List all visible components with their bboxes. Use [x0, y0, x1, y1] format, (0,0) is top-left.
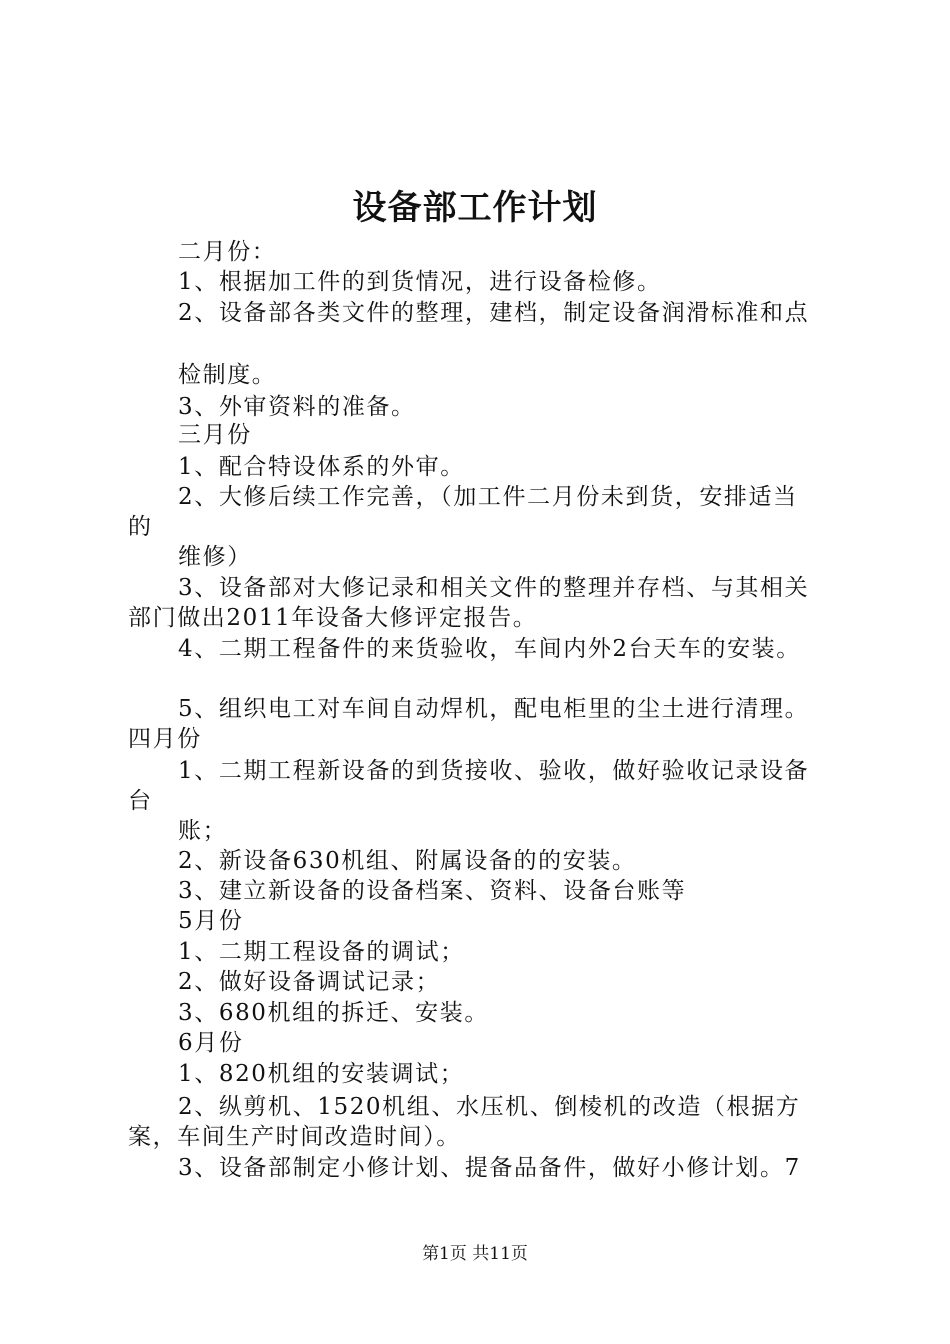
- plan-item: 3、设备部制定小修计划、提备品备件，做好小修计划。7: [178, 1155, 801, 1181]
- plan-item: 1、820机组的安装调试；: [178, 1061, 465, 1087]
- section-heading-june: 6月份: [178, 1030, 244, 1056]
- page-footer: 第1页 共11页: [422, 1244, 528, 1264]
- plan-item: 1、配合特设体系的外审。: [178, 454, 465, 480]
- section-heading-march: 三月份: [178, 422, 252, 448]
- section-heading-february: 二月份：: [178, 239, 277, 265]
- plan-item-continuation: 账；: [178, 818, 228, 844]
- plan-item: 3、设备部对大修记录和相关文件的整理并存档、与其相关: [178, 575, 810, 601]
- plan-item-continuation: 维修）: [178, 544, 252, 570]
- plan-item: 1、二期工程设备的调试；: [178, 939, 465, 965]
- plan-item-continuation: 的: [128, 514, 153, 540]
- plan-item: 2、纵剪机、1520机组、水压机、倒棱机的改造（根据方: [178, 1094, 801, 1120]
- plan-item-continuation: 案，车间生产时间改造时间）。: [128, 1124, 461, 1150]
- plan-item: 2、做好设备调试记录；: [178, 969, 441, 995]
- plan-item-continuation: 部门做出2011年设备大修评定报告。: [128, 605, 538, 631]
- plan-item: 3、外审资料的准备。: [178, 394, 416, 420]
- page-title: 设备部工作计划: [352, 188, 598, 228]
- section-heading-may: 5月份: [178, 908, 244, 934]
- plan-item: 1、根据加工件的到货情况，进行设备检修。: [178, 269, 662, 295]
- plan-item: 2、新设备630机组、附属设备的的安装。: [178, 848, 637, 874]
- plan-item: 2、设备部各类文件的整理，建档，制定设备润滑标准和点: [178, 300, 810, 326]
- plan-item: 1、二期工程新设备的到货接收、验收，做好验收记录设备: [178, 758, 810, 784]
- section-heading-april: 四月份: [128, 726, 202, 752]
- plan-item-continuation: 台: [128, 788, 153, 814]
- plan-item: 3、建立新设备的设备档案、资料、设备台账等: [178, 878, 687, 904]
- plan-item-continuation: 检制度。: [178, 362, 277, 388]
- plan-item: 3、680机组的拆迁、安装。: [178, 1000, 489, 1026]
- plan-item: 5、组织电工对车间自动焊机，配电柜里的尘土进行清理。: [178, 696, 810, 722]
- plan-item: 2、大修后续工作完善，（加工件二月份未到货，安排适当: [178, 484, 798, 510]
- plan-item: 4、二期工程备件的来货验收，车间内外2台天车的安装。: [178, 636, 801, 662]
